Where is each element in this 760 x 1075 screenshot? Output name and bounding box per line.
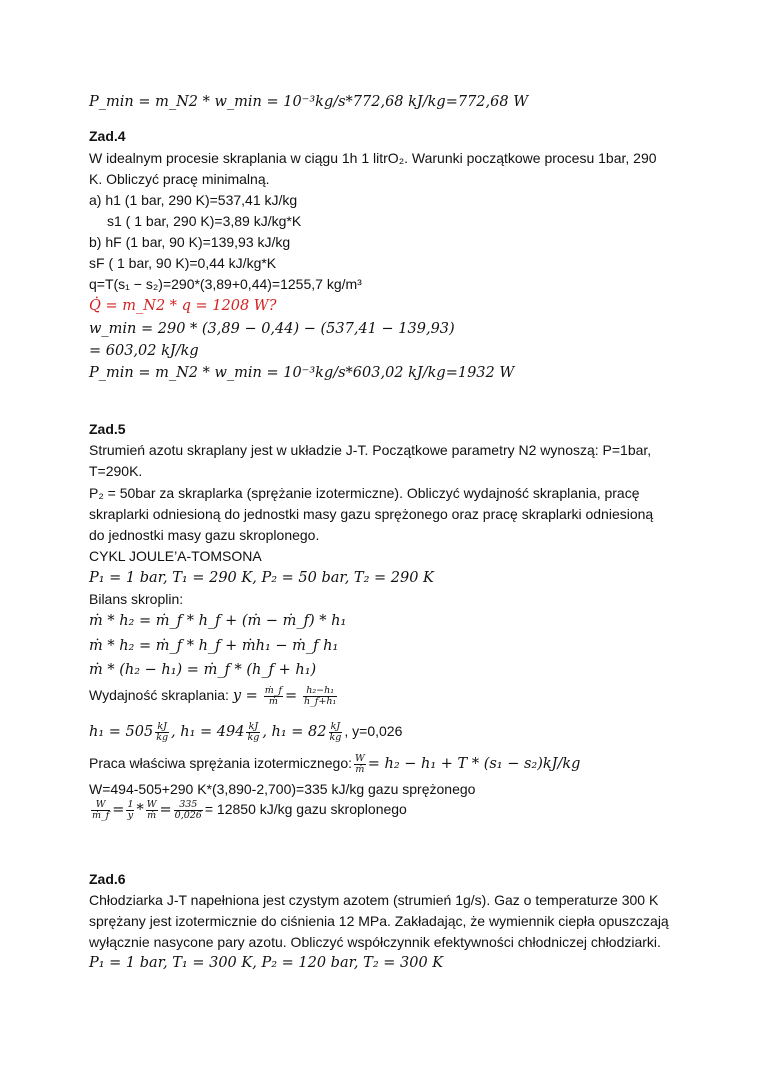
zad5-eq-1: ṁ * h₂ = ṁ_f * h_f + (ṁ − ṁ_f) * h₁ — [89, 613, 347, 629]
zad5-y-frac-1: $\frac{\text{ṁ\_f}}{\text{ṁ}}$ — [264, 685, 282, 707]
zad5-bilans: Bilans skroplin: — [89, 591, 184, 607]
zad4-text-1: W idealnym procesie skraplania w ciągu 1h 1 litrO₂. Warunki początkowe procesu 1bar, 290 — [89, 150, 657, 166]
zad4-sf: sF ( 1 bar, 90 K)=0,44 kJ/kg*K — [89, 255, 277, 271]
zad5-wf-line: $\frac{W}{\text{ṁ\_f}}$ = $\frac{1}{y}$ * $\frac{W}{\text{ṁ}}$ = $\frac{335}{0,026}$ = 12850 kJ/kg gazu skroplonego — [92, 799, 407, 821]
zad5-y-eq: y = — [232, 688, 258, 705]
pmin-result-zad3: P_min = m_N2 * w_min = 10⁻³kg/s*772,68 kJ/kg=772,68 W — [89, 94, 529, 110]
zad5-text-4: skraplarki odniesioną do jednostki masy gazu sprężonego oraz pracę skraplarki odniesioną — [89, 506, 654, 522]
heading-zad6: Zad.6 — [89, 871, 126, 887]
zad5-eq-2: ṁ * h₂ = ṁ_f * h_f + ṁh₁ − ṁ_f h₁ — [89, 638, 339, 654]
zad5-y-frac-2: $\frac{\text{h₂−h₁}}{\text{h\_f+h₁}}$ — [304, 685, 337, 707]
zad4-wmin-1: w_min = 290 * (3,89 − 0,44) − (537,41 − 139,93) — [89, 321, 455, 337]
heading-zad5: Zad.5 — [89, 421, 126, 437]
zad4-hf: b) hF (1 bar, 90 K)=139,93 kJ/kg — [89, 234, 291, 250]
zad5-cycle-title: CYKL JOULE’A-TOMSONA — [89, 548, 262, 564]
zad5-work-line: Praca właściwa sprężania izotermicznego: $\frac{W}{\text{ṁ}}$ = h₂ − h₁ + T * (s₁ − s₂)kJ/kg — [89, 753, 581, 775]
zad4-q: q=T(s₁ − s₂)=290*(3,89+0,44)=1255,7 kg/m³ — [89, 276, 362, 292]
zad4-pmin: P_min = m_N2 * w_min = 10⁻³kg/s*603,02 kJ/kg=1932 W — [89, 365, 515, 381]
zad5-h-values: h₁ = 505 $\frac{kJ}{kg}$ , h₁ = 494 $\frac{kJ}{kg}$ , h₁ = 82 $\frac{kJ}{kg}$ , y=0,026 — [89, 721, 403, 743]
zad4-text-2: K. Obliczyć pracę minimalną. — [89, 171, 270, 187]
zad5-text-2: T=290K. — [89, 463, 143, 479]
zad5-eq-3: ṁ * (h₂ − h₁) = ṁ_f * (h_f + h₁) — [89, 662, 317, 678]
zad5-y-value: , y=0,026 — [344, 723, 403, 740]
zad4-wmin-2: = 603,02 kJ/kg — [89, 343, 199, 359]
zad5-text-3: P₂ = 50bar za skraplarka (sprężanie izotermiczne). Obliczyć wydajność skraplania, pracę — [89, 485, 640, 501]
zad5-w-calc: W=494-505+290 K*(3,890-2,700)=335 kJ/kg gazu sprężonego — [89, 781, 476, 797]
heading-zad4: Zad.4 — [89, 128, 126, 144]
zad5-text-1: Strumień azotu skraplany jest w układzie J-T. Początkowe parametry N2 wynoszą: P=1bar, — [89, 442, 652, 458]
zad4-s1: s1 ( 1 bar, 290 K)=3,89 kJ/kg*K — [107, 213, 302, 229]
zad6-text-3: wyłącznie nasycone pary azotu. Obliczyć współczynnik efektywności chłodniczej chłodziarki. — [89, 934, 661, 950]
zad6-text-2: sprężany jest izotermicznie do ciśnienia 12 MPa. Zakładając, że wymiennik ciepła opuszczają — [89, 913, 669, 929]
zad5-params: P₁ = 1 bar, T₁ = 290 K, P₂ = 50 bar, T₂ = 290 K — [89, 570, 434, 586]
zad4-h1: a) h1 (1 bar, 290 K)=537,41 kJ/kg — [89, 192, 298, 208]
zad5-text-5: do jednostki masy gazu skroplonego. — [89, 527, 320, 543]
zad6-text-1: Chłodziarka J-T napełniona jest czystym azotem (strumień 1g/s). Gaz o temperaturze 300 K — [89, 892, 659, 908]
zad5-yield-label: Wydajność skraplania: — [89, 687, 229, 704]
zad4-qdot: Q̇ = m_N2 * q = 1208 W? — [89, 298, 277, 314]
zad6-params: P₁ = 1 bar, T₁ = 300 K, P₂ = 120 bar, T₂ = 300 K — [89, 955, 444, 971]
zad5-yield-line: Wydajność skraplania: y = $\frac{\text{ṁ\_f}}{\text{ṁ}}$ = $\frac{\text{h₂−h₁}}{\text{h\_f+h₁}}$ — [89, 685, 337, 707]
